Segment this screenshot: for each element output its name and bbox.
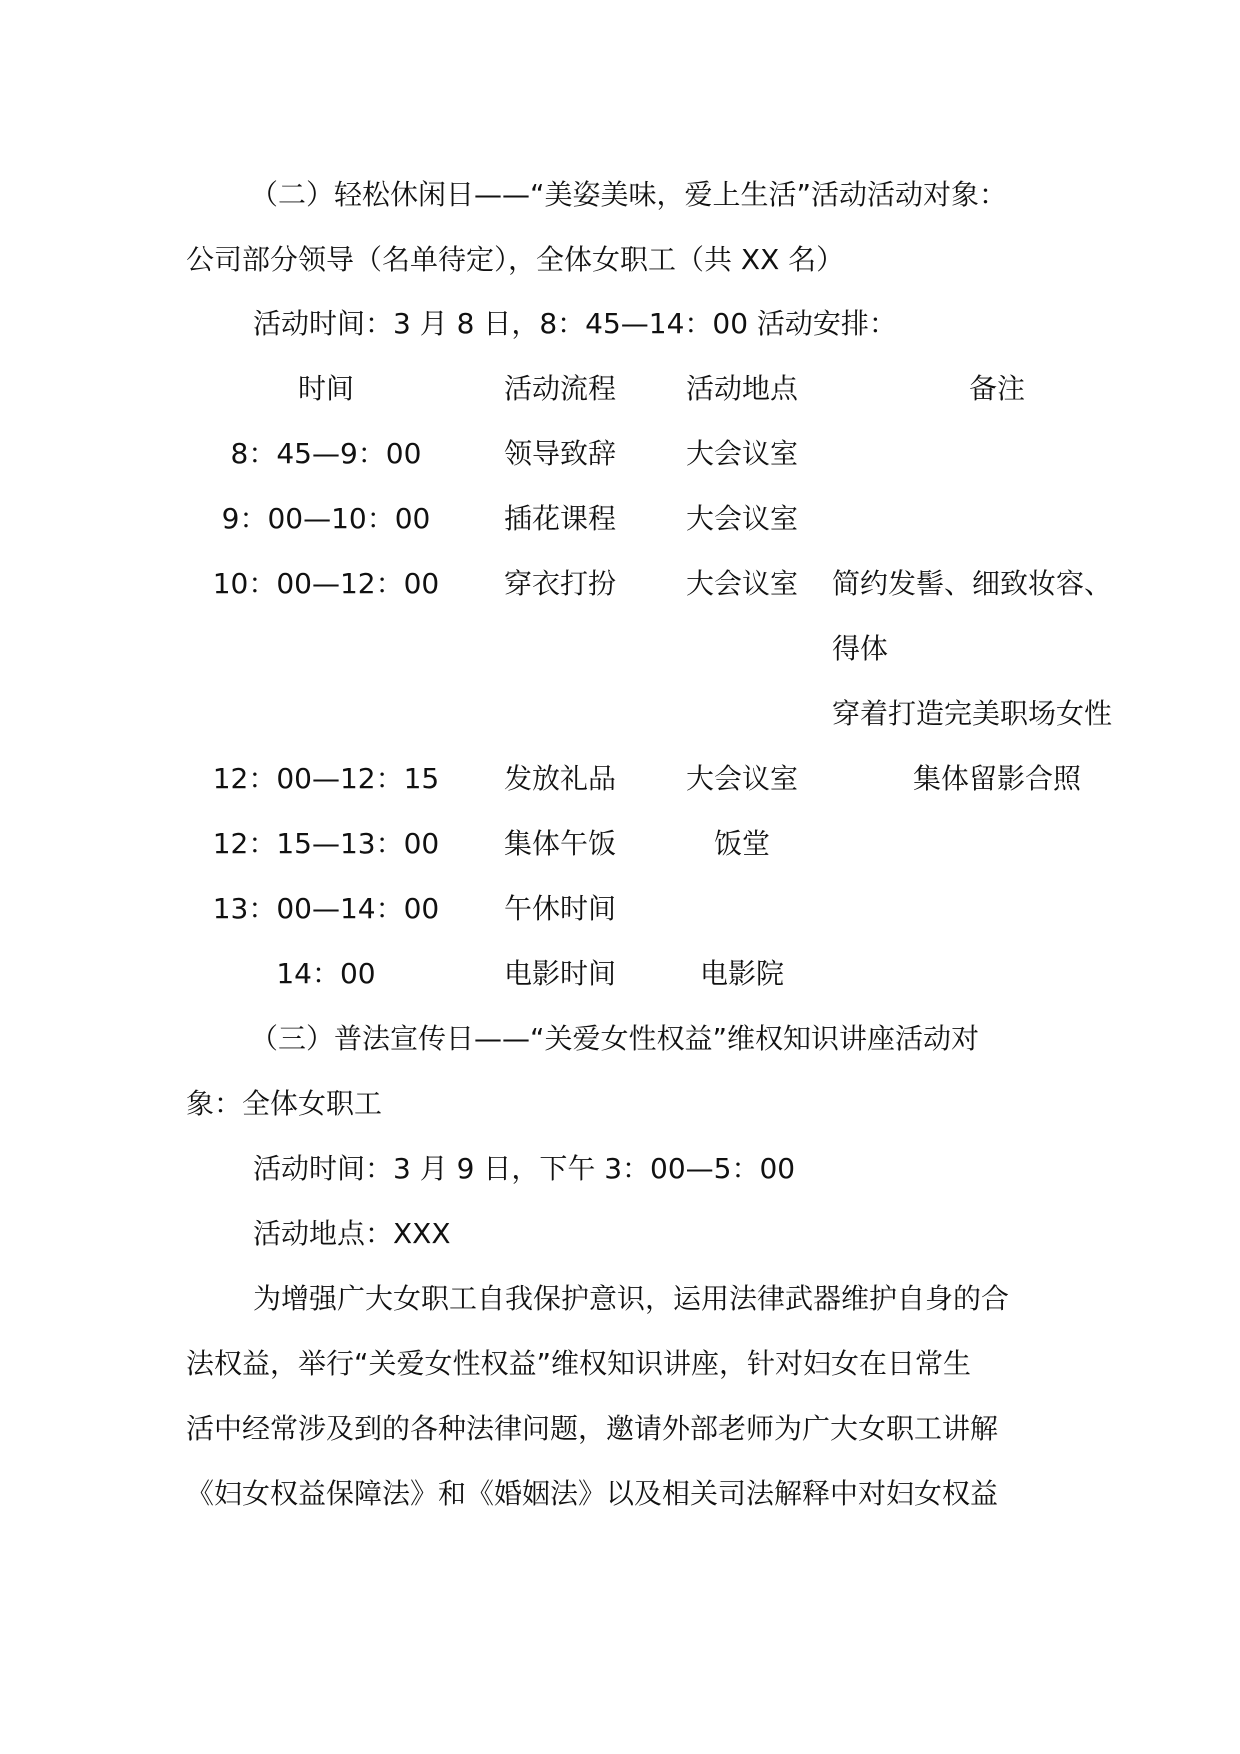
row-flow: 穿衣打扮 bbox=[504, 567, 617, 600]
row-flow: 领导致辞 bbox=[504, 437, 617, 470]
section2-heading-line2: 公司部分领导（名单待定），全体女职工（共 XX 名） bbox=[186, 243, 845, 276]
row-note: 集体留影合照 bbox=[912, 762, 1081, 795]
row-time: 9：00—10：00 bbox=[221, 502, 431, 535]
row-place: 大会议室 bbox=[685, 502, 798, 535]
header-flow: 活动流程 bbox=[504, 372, 617, 405]
row-flow: 插花课程 bbox=[504, 502, 617, 535]
header-time: 时间 bbox=[297, 372, 354, 405]
section3-time-line: 活动时间：3 月 9 日，下午 3：00—5：00 bbox=[253, 1152, 796, 1185]
row-place: 电影院 bbox=[699, 957, 784, 990]
section3-heading-line2: 象：全体女职工 bbox=[186, 1087, 383, 1120]
body-paragraph-line: 《妇女权益保障法》和《婚姻法》以及相关司法解释中对妇女权益 bbox=[186, 1477, 999, 1510]
row-time: 10：00—12：00 bbox=[212, 567, 440, 600]
row-note-continued: 穿着打造完美职场女性 bbox=[832, 697, 1113, 730]
header-place: 活动地点 bbox=[685, 372, 798, 405]
row-note: 简约发髻、细致妆容、 bbox=[832, 567, 1113, 600]
row-note-continued: 得体 bbox=[832, 632, 889, 665]
row-time: 13：00—14：00 bbox=[212, 892, 440, 925]
row-flow: 电影时间 bbox=[504, 957, 617, 990]
section3-place-line: 活动地点：XXX bbox=[253, 1217, 451, 1250]
row-time: 12：15—13：00 bbox=[212, 827, 440, 860]
body-paragraph-line: 活中经常涉及到的各种法律问题，邀请外部老师为广大女职工讲解 bbox=[186, 1412, 999, 1445]
row-time: 12：00—12：15 bbox=[212, 762, 440, 795]
row-flow: 集体午饭 bbox=[504, 827, 617, 860]
row-time: 14：00 bbox=[276, 957, 376, 990]
row-place: 大会议室 bbox=[685, 437, 798, 470]
row-time: 8：45—9：00 bbox=[230, 437, 422, 470]
row-place: 大会议室 bbox=[685, 762, 798, 795]
header-note: 备注 bbox=[968, 372, 1025, 405]
body-paragraph-line: 法权益，举行“关爱女性权益”维权知识讲座，针对妇女在日常生 bbox=[186, 1347, 972, 1380]
row-place: 饭堂 bbox=[713, 827, 770, 860]
row-flow: 午休时间 bbox=[504, 892, 617, 925]
section3-heading-line1: （三）普法宣传日——“关爱女性权益”维权知识讲座活动对 bbox=[250, 1022, 980, 1055]
section2-heading-line1: （二）轻松休闲日——“美姿美味，爱上生活”活动活动对象： bbox=[250, 178, 1008, 211]
row-place: 大会议室 bbox=[685, 567, 798, 600]
section2-time-line: 活动时间：3 月 8 日，8：45—14：00 活动安排： bbox=[253, 307, 897, 340]
body-paragraph-line: 为增强广大女职工自我保护意识，运用法律武器维护自身的合 bbox=[253, 1282, 1010, 1315]
row-flow: 发放礼品 bbox=[504, 762, 617, 795]
